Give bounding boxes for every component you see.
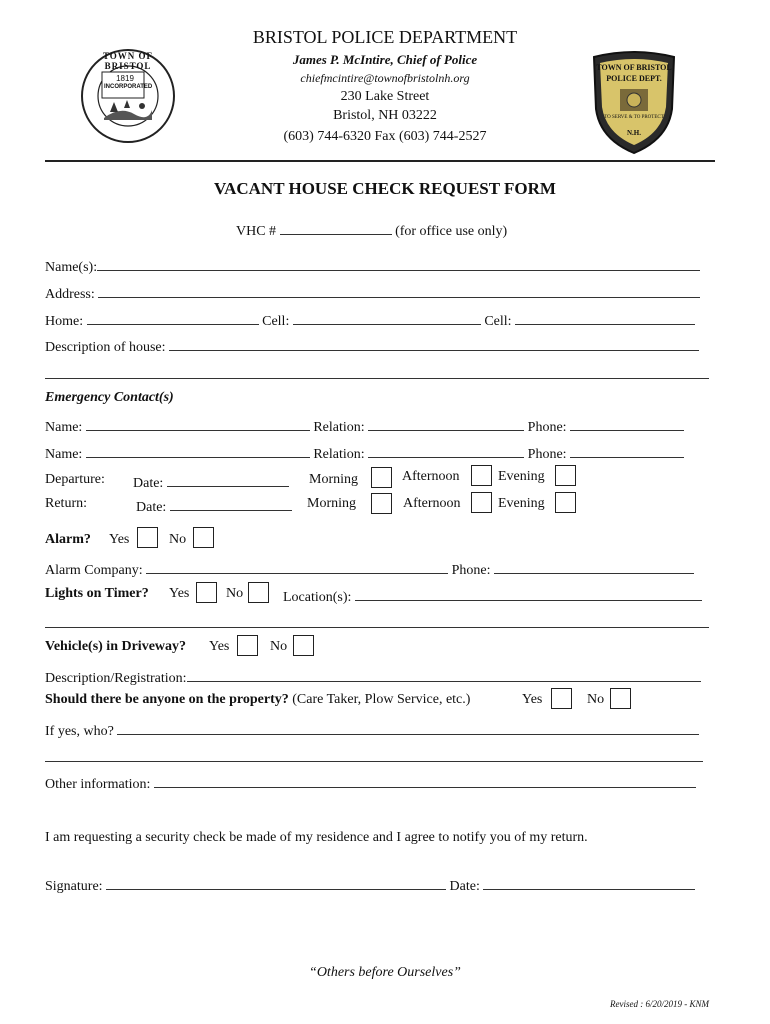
return-evening-checkbox[interactable]	[555, 492, 576, 513]
chief-email: chiefmcintire@townofbristolnh.org	[300, 71, 470, 85]
badge-top-text: TOWN OF BRISTOL	[596, 63, 672, 72]
return-afternoon-label: Afternoon	[403, 496, 461, 511]
departure-afternoon-checkbox[interactable]	[471, 465, 492, 486]
date-label: Date:	[449, 879, 480, 894]
badge-state-text: N.H.	[627, 129, 641, 137]
if-yes-who-label: If yes, who?	[45, 724, 114, 739]
address-field[interactable]	[98, 283, 700, 298]
description-field[interactable]	[169, 336, 699, 351]
description-line-2[interactable]	[45, 378, 709, 379]
signature-label: Signature:	[45, 879, 103, 894]
vehicles-yes-checkbox[interactable]	[237, 635, 258, 656]
anyone-property-label: Should there be anyone on the property?	[45, 692, 289, 707]
city-address: Bristol, NH 03222	[333, 108, 437, 123]
anyone-yes-label: Yes	[522, 692, 543, 707]
vehicles-no-label: No	[270, 639, 288, 654]
departure-morning-label: Morning	[309, 472, 358, 487]
contact-1-relation-label: Relation:	[313, 420, 365, 435]
alarm-company-label: Alarm Company:	[45, 563, 143, 578]
return-afternoon-checkbox[interactable]	[471, 492, 492, 513]
alarm-yes-label: Yes	[109, 532, 130, 547]
badge-side-text: TO SERVE & TO PROTECT	[604, 115, 664, 120]
departure-morning-checkbox[interactable]	[371, 467, 392, 488]
description-label: Description of house:	[45, 340, 166, 355]
cell-1-label: Cell:	[262, 314, 290, 329]
seal-ring-text: TOWN OF BRISTOL	[102, 51, 154, 71]
cell-2-field[interactable]	[515, 310, 695, 325]
address-label: Address:	[45, 287, 95, 302]
desc-registration-label: Description/Registration:	[45, 671, 187, 686]
home-phone-field[interactable]	[87, 310, 259, 325]
alarm-phone-field[interactable]	[494, 559, 694, 574]
date-field[interactable]	[483, 875, 695, 890]
return-label: Return:	[45, 496, 87, 511]
home-phone-label: Home:	[45, 314, 84, 329]
alarm-label: Alarm?	[45, 532, 91, 547]
vhc-note: (for office use only)	[395, 224, 508, 239]
vhc-field[interactable]	[280, 220, 392, 235]
contact-1-phone-label: Phone:	[527, 420, 567, 435]
seal-incorporated: INCORPORATED	[104, 84, 153, 90]
contact-1-relation-field[interactable]	[368, 416, 524, 431]
revised-note: Revised : 6/20/2019 - KNM	[610, 999, 709, 1009]
vehicles-yes-label: Yes	[209, 639, 230, 654]
motto: “Others before Ourselves”	[309, 965, 461, 980]
anyone-yes-checkbox[interactable]	[551, 688, 572, 709]
alarm-phone-label: Phone:	[451, 563, 491, 578]
department-name: BRISTOL POLICE DEPARTMENT	[252, 27, 518, 47]
names-label: Name(s):	[45, 260, 98, 275]
departure-evening-label: Evening	[498, 469, 545, 484]
vehicles-no-checkbox[interactable]	[293, 635, 314, 656]
lights-location-line-2[interactable]	[45, 627, 709, 628]
return-date-field[interactable]	[170, 496, 292, 511]
header-divider	[45, 160, 715, 162]
lights-location-field[interactable]	[355, 586, 702, 601]
lights-yes-checkbox[interactable]	[196, 582, 217, 603]
request-statement: I am requesting a security check be made of my residence and I agree to notify you of my return.	[45, 830, 588, 845]
street-address: 230 Lake Street	[340, 89, 430, 104]
contact-1-phone-field[interactable]	[570, 416, 684, 431]
signature-field[interactable]	[106, 875, 446, 890]
departure-date-label: Date:	[133, 476, 164, 491]
form-title: VACANT HOUSE CHECK REQUEST FORM	[214, 179, 556, 198]
phone-fax: (603) 744-6320 Fax (603) 744-2527	[283, 129, 487, 144]
chief-name: James P. McIntire, Chief of Police	[292, 52, 478, 67]
if-yes-who-line-2[interactable]	[45, 761, 703, 762]
lights-yes-label: Yes	[169, 586, 190, 601]
lights-timer-label: Lights on Timer?	[45, 586, 149, 601]
emergency-contacts-heading: Emergency Contact(s)	[45, 390, 174, 405]
vehicles-label: Vehicle(s) in Driveway?	[45, 639, 187, 654]
alarm-yes-checkbox[interactable]	[137, 527, 158, 548]
contact-1-name-field[interactable]	[86, 416, 310, 431]
vhc-label: VHC #	[236, 224, 277, 239]
anyone-property-note: (Care Taker, Plow Service, etc.)	[292, 692, 471, 707]
names-field[interactable]	[97, 256, 700, 271]
seal-year: 1819	[116, 74, 134, 83]
contact-2-relation-field[interactable]	[368, 443, 524, 458]
return-morning-checkbox[interactable]	[371, 493, 392, 514]
departure-label: Departure:	[45, 472, 105, 487]
police-badge	[590, 49, 678, 155]
alarm-no-checkbox[interactable]	[193, 527, 214, 548]
anyone-no-checkbox[interactable]	[610, 688, 631, 709]
desc-registration-field[interactable]	[187, 667, 701, 682]
alarm-company-field[interactable]	[146, 559, 448, 574]
anyone-no-label: No	[587, 692, 605, 707]
departure-date-field[interactable]	[167, 472, 289, 487]
if-yes-who-field[interactable]	[117, 720, 699, 735]
other-info-label: Other information:	[45, 777, 151, 792]
contact-2-name-label: Name:	[45, 447, 83, 462]
contact-2-relation-label: Relation:	[313, 447, 365, 462]
cell-2-label: Cell:	[484, 314, 512, 329]
departure-evening-checkbox[interactable]	[555, 465, 576, 486]
return-evening-label: Evening	[498, 496, 545, 511]
contact-1-name-label: Name:	[45, 420, 83, 435]
return-morning-label: Morning	[307, 496, 356, 511]
contact-2-phone-field[interactable]	[570, 443, 684, 458]
departure-afternoon-label: Afternoon	[402, 469, 460, 484]
contact-2-name-field[interactable]	[86, 443, 310, 458]
other-info-field[interactable]	[154, 773, 696, 788]
lights-location-label: Location(s):	[283, 590, 352, 605]
lights-no-label: No	[226, 586, 244, 601]
return-date-label: Date:	[136, 500, 167, 515]
badge-mid-text: POLICE DEPT.	[606, 74, 662, 83]
alarm-no-label: No	[169, 532, 187, 547]
contact-2-phone-label: Phone:	[527, 447, 567, 462]
lights-no-checkbox[interactable]	[248, 582, 269, 603]
cell-1-field[interactable]	[293, 310, 481, 325]
